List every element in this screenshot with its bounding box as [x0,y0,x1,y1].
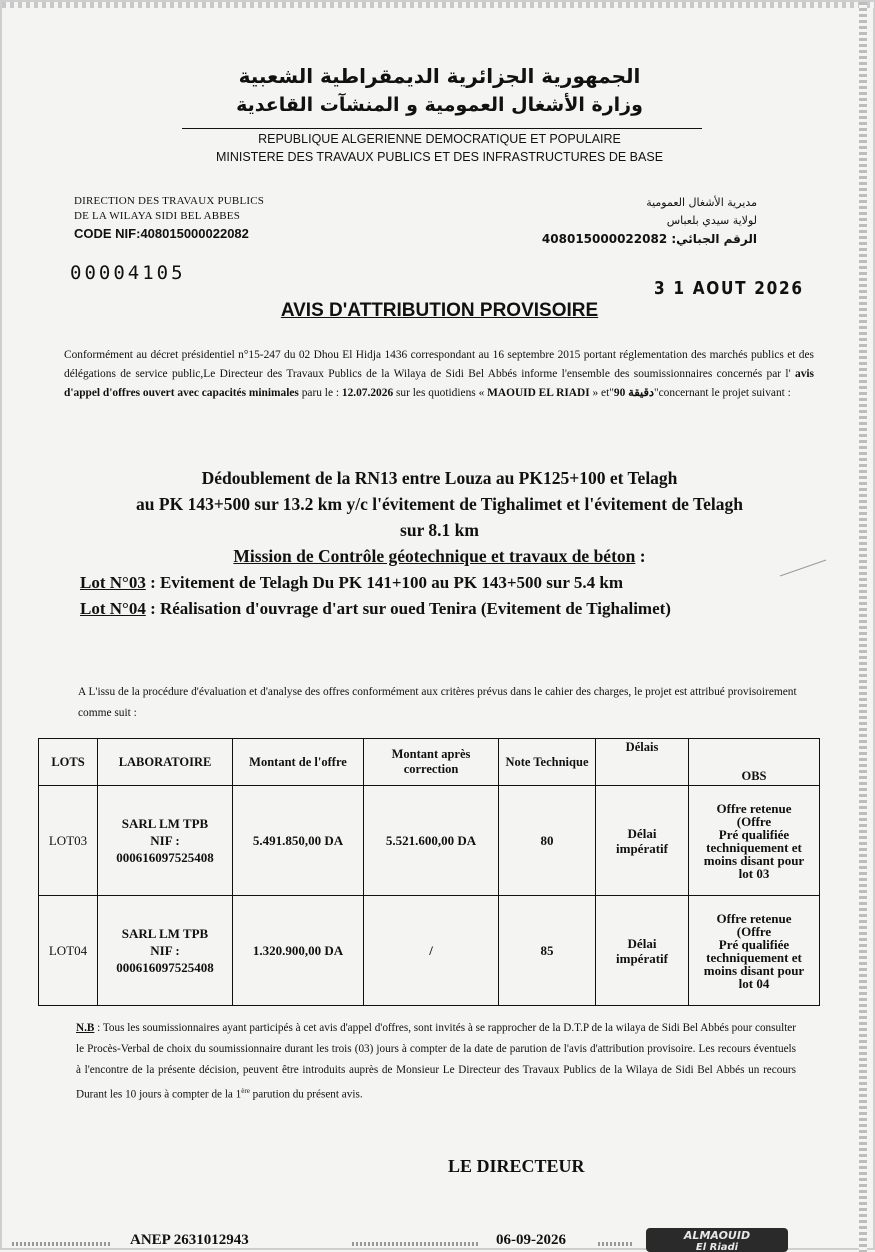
intro-text: sur les quotidiens « [393,387,488,399]
lot3-label: Lot N°03 [80,573,146,592]
cell-obs [689,786,820,896]
obs-line: moins disant pour [703,852,805,868]
footer-divider [12,1242,112,1246]
mission-title [42,546,837,567]
header-french-ministry: MINISTERE DES TRAVAUX PUBLICS ET DES INFRASTRUCTURES DE BASE [215,150,664,164]
header-french-republic: REPUBLIQUE ALGERIENNE DEMOCRATIQUE ET POPULAIRE [258,132,621,146]
signature-title: LE DIRECTEUR [448,1156,585,1176]
obs-line: moins disant pour [703,962,805,978]
cell-laboratoire [98,896,233,1006]
logo-text-sub: El Riadi [695,1242,739,1252]
lab-name: SARL LM TPB [121,926,209,941]
lab-nif: 000616097525408 [116,960,214,975]
cell-montant: 5.491.850,00 DA [233,786,364,896]
obs-line: techniquement et [706,839,802,855]
issuer-direction-fr-line1: DIRECTION DES TRAVAUX PUBLICS [74,195,265,207]
nota-bene-paragraph [76,1018,796,1106]
col-header-note: Note Technique [499,739,596,786]
col-header-delais: Délais [596,739,689,786]
footer-divider [352,1242,480,1246]
intro-publication-date: 12.07.2026 [341,387,394,399]
footer-date: 06-09-2026 [496,1232,566,1248]
col-header-lots: LOTS [39,739,98,786]
newspaper-logo-icon [642,1226,792,1252]
issuer-direction-fr-line2: DE LA WILAYA SIDI BEL ABBES [74,210,241,222]
cell-obs [689,896,820,1006]
attribution-table [38,738,820,1006]
footer-divider [598,1242,634,1246]
intro-text: Conformément au décret présidentiel n°15-247 du 02 Dhou El Hidja 1436 correspondant au 16 septembre 2015 portant réglementation des marchés publics et des délégations de service public,Le Directeur des Travaux Publics de la Wilaya de Sidi Bel Abbés informe l'ensemble des soumissionnaires concernés par l' [64,349,814,380]
obs-line: Pré qualifiée [718,826,790,842]
cell-delai [596,896,689,1006]
lab-name: SARL LM TPB [121,816,209,831]
cell-laboratoire [98,786,233,896]
issuer-direction-fr [74,194,264,224]
cell-delai [596,786,689,896]
project-title-line3: sur 8.1 km [400,520,479,540]
lab-nif-label: NIF : [150,833,180,848]
table-header-row [39,739,820,786]
lab-nif-label: NIF : [150,943,180,958]
issuer-direction-ar-line1: مديرية الأشغال العمومية [646,196,757,209]
cell-montant: 1.320.900,00 DA [233,896,364,1006]
obs-line: lot 03 [738,865,770,881]
issuer-nif-fr: CODE NIF:408015000022082 [74,226,249,241]
lot3-description [80,573,623,593]
obs-line: (Offre [736,923,772,939]
footer-anep-reference: ANEP 2631012943 [130,1232,249,1248]
lab-nif: 000616097525408 [116,850,214,865]
obs-line: (Offre [736,813,772,829]
issuer-direction-ar [646,194,757,230]
intro-paragraph [64,346,814,403]
intro-text: » et" [589,387,614,399]
project-title-line2: au PK 143+500 sur 13.2 km y/c l'évitement de Tighalimet et l'évitement de Telagh [136,494,743,514]
intro-text-bold: avis d'appel d'offres ouvert avec capacités minimales [64,368,814,399]
table-row [39,896,820,1006]
document-title [2,300,875,322]
cell-lot: LOT04 [39,896,98,1006]
col-header-laboratoire: LABORATOIRE [98,739,233,786]
logo-text-main: ALMAOUID [683,1229,751,1242]
obs-line: Pré qualifiée [718,936,790,952]
cell-note: 80 [499,786,596,896]
obs-line: techniquement et [706,949,802,965]
scan-border-top [2,2,875,8]
obs-line: lot 04 [738,975,770,991]
intro-newspaper-2: دقيقة 90 [613,387,654,399]
nota-bene-text: : Tous les soumissionnaires ayant participés à cet avis d'appel d'offres, sont invités à se rapprocher de la D.T.P de la wilaya de Sidi Bel Abbés pour consulter le Procès-Verbal de choix du soumissionnaire durant les trois (03) jours à compter de la date de parution de l'avis d'attribution provisoire. Les recours éventuels à l'encontre de la présente décision, peuvent être introduits auprès de Monsieur Le Directeur des Travaux Publics de la Wilaya de Sidi Bel Abbés un recours Durant les 10 jours à compter de la 1 [76,1022,796,1101]
lot4-label: Lot N°04 [80,599,146,618]
cell-montant-apres: / [364,896,499,1006]
table-row [39,786,820,896]
issuer-direction-ar-line2: لولاية سيدي بلعباس [666,214,757,227]
mission-title-text: Mission de Contrôle géotechnique et travaux de béton [233,546,636,566]
issuer-nif-ar: الرقم الجبائي: 408015000022082 [541,232,757,246]
delai-line2: impératif [616,950,668,966]
header-arabic-republic: الجمهورية الجزائرية الديمقراطية الشعبية [238,64,641,88]
col-header-montant-apres: Montant après correction [364,739,499,786]
mission-title-suffix: : [635,546,646,566]
intro-text: "concernant le projet suivant : [653,387,791,399]
lot4-text: : Réalisation d'ouvrage d'art sur oued Tenira (Evitement de Tighalimet) [145,599,671,618]
delai-line2: impératif [616,840,668,856]
delai-line1: Délai [627,935,657,951]
intro-newspaper-1: MAOUID EL RIADI [487,387,590,399]
project-title-line1: Dédoublement de la RN13 entre Louza au PK125+100 et Telagh [201,468,678,488]
nota-bene-superscript: ère [241,1087,250,1095]
delai-line1: Délai [627,825,657,841]
cell-lot: LOT03 [39,786,98,896]
col-header-obs: OBS [689,739,820,786]
col-header-montant: Montant de l'offre [233,739,364,786]
scan-border-right [859,2,867,1252]
attribution-paragraph: A L'issu de la procédure d'évaluation et d'analyse des offres conformément aux critères prévus dans le cahier des charges, le projet est attribué provisoirement comme suit : [78,686,797,719]
date-stamp: 3 1 AOUT 2026 [654,278,804,299]
nota-bene-text-end: parution du présent avis. [249,1088,363,1101]
lot3-text: : Evitement de Telagh Du PK 141+100 au PK 143+500 sur 5.4 km [145,573,623,592]
lot4-description [80,599,671,619]
intro-text: paru le : [298,387,342,399]
cell-montant-apres: 5.521.600,00 DA [364,786,499,896]
header-divider [182,128,702,129]
obs-line: Offre retenue [716,910,792,926]
serial-number: 00004105 [70,262,186,284]
nota-bene-label: N.B [76,1022,95,1034]
scan-mark [778,558,828,578]
header-arabic-ministry: وزارة الأشغال العمومية و المنشآت القاعدية [236,94,643,116]
document-title-text: AVIS D'ATTRIBUTION PROVISOIRE [280,300,599,321]
cell-note: 85 [499,896,596,1006]
obs-line: Offre retenue [716,800,792,816]
